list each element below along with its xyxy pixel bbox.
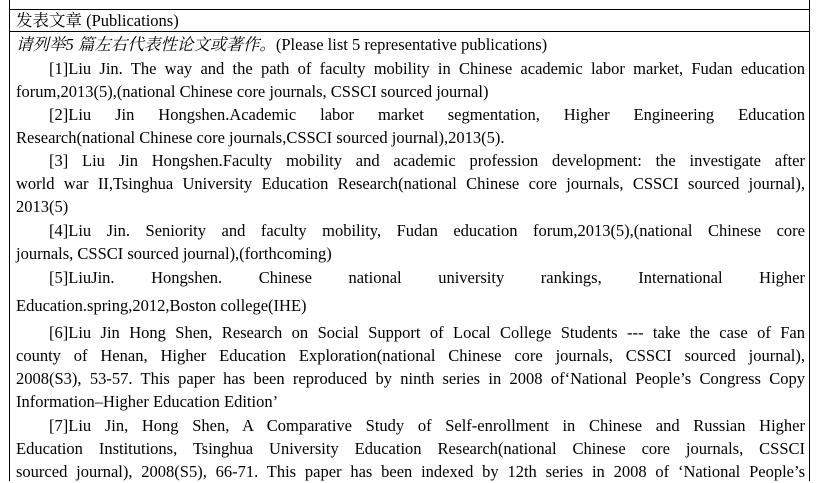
publication-line: [7]Liu Jin, Hong Shen, A Comparative Study of Self-enrollment in Chinese and Russian Higher — [49, 416, 805, 435]
table-border-right — [809, 0, 810, 481]
publication-item — [16, 321, 805, 413]
publication-line: 2013(5) — [16, 197, 69, 216]
publication-line: [2]Liu Jin Hongshen.Academic labor market segmentation, Higher Engineering Education — [49, 105, 805, 124]
publication-line: [6]Liu Jin Hong Shen, Research on Social Support of Local College Students --- take the case of Fan — [49, 323, 805, 342]
publication-line: journals, CSSCI sourced journal),(forthcoming) — [16, 244, 332, 263]
publication-item — [16, 219, 805, 265]
publication-line: Education Institutions, Tsinghua University Education Research(national Chinese core journals, CSSCI — [16, 439, 805, 458]
publication-line: county of Henan, Higher Education Exploration(national Chinese core journals, CSSCI sourced journal), — [16, 346, 805, 365]
instruction-chinese: 请列举5 篇左右代表性论文或著作。 — [16, 35, 276, 54]
publication-line: [5]LiuJin. Hongshen. Chinese national university rankings, International Higher — [49, 268, 805, 287]
publication-line: world war II,Tsinghua University Education Research(national Chinese core journals, CSSCI sourced journal), — [16, 174, 805, 193]
publication-line: forum,2013(5),(national Chinese core journals, CSSCI sourced journal) — [16, 82, 489, 101]
publication-item — [16, 414, 805, 483]
publication-item — [16, 149, 805, 218]
publication-line: Information–Higher Education Edition’ — [16, 392, 279, 411]
publication-line: sourced journal), 2008(S5), 66-71. This paper has been indexed by 12th series in 2008 of ‘National People’s — [16, 462, 805, 481]
publication-line: Research(national Chinese core journals,CSSCI sourced journal),2013(5). — [16, 128, 505, 147]
instruction-english: (Please list 5 representative publications) — [275, 35, 548, 54]
publication-line: [1]Liu Jin. The way and the path of faculty mobility in Chinese academic labor market, Fudan education — [49, 59, 805, 78]
publication-item — [16, 103, 805, 149]
instruction-line — [16, 32, 805, 57]
publication-item — [16, 264, 805, 320]
publication-line: [4]Liu Jin. Seniority and faculty mobility, Fudan education forum,2013(5),(national Chinese core — [49, 221, 805, 240]
publication-line: 2008(S3), 53-57. This paper has been reproduced by ninth series in 2008 of‘National People’s Congress Copy — [16, 369, 805, 388]
publication-line: Education.spring,2012,Boston college(IHE) — [16, 296, 307, 315]
publication-line: [3] Liu Jin Hongshen.Faculty mobility and academic profession development: the investigate after — [49, 151, 805, 170]
section-title: 发表文章 (Publications) — [10, 10, 809, 32]
publications-cell — [10, 32, 809, 483]
publication-item — [16, 57, 805, 103]
